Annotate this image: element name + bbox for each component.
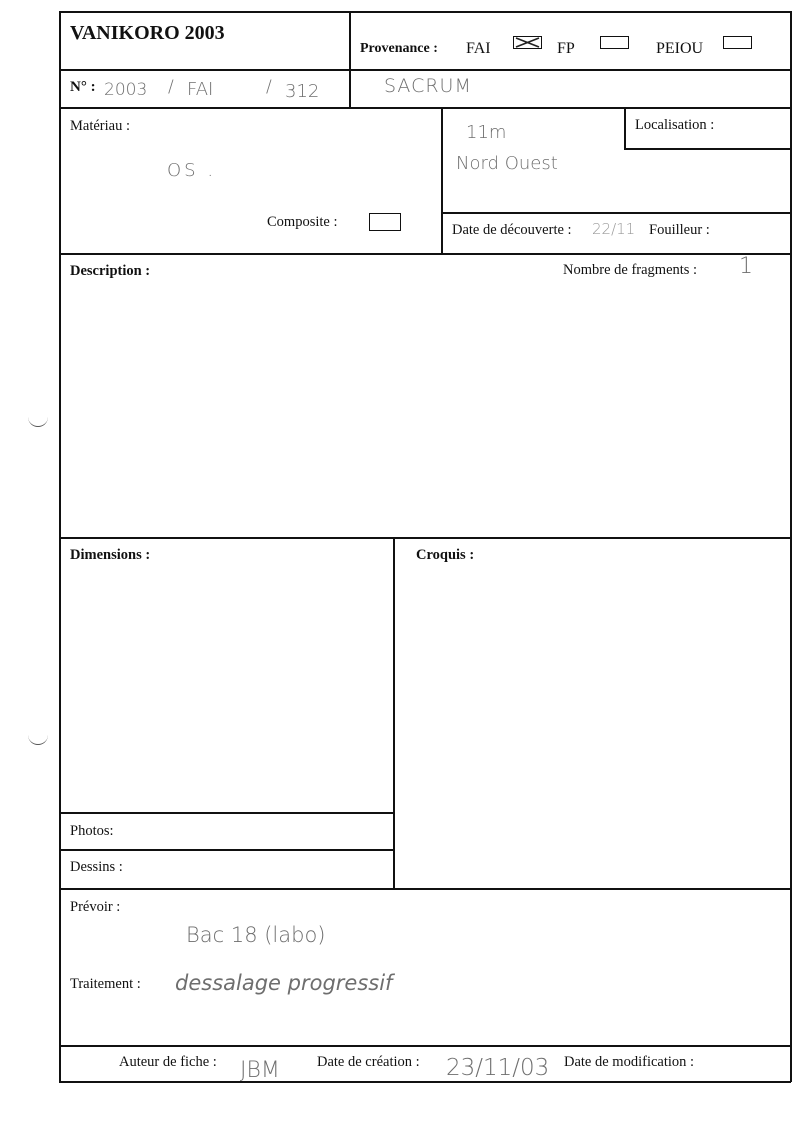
- fragments-label: Nombre de fragments :: [563, 262, 698, 278]
- number-sequence: 312: [285, 81, 320, 102]
- form-title: VANIKORO 2003: [70, 22, 225, 44]
- prevoir-label: Prévoir :: [70, 899, 121, 915]
- checkbox-peiou[interactable]: [723, 36, 752, 49]
- provenance-option-peiou: PEIOU: [656, 40, 704, 57]
- date-creation-value: 23/11/03: [446, 1055, 550, 1081]
- description-label: Description :: [70, 263, 151, 279]
- cross-mark-icon: [514, 37, 541, 48]
- dessins-label: Dessins :: [70, 859, 123, 875]
- composite-checkbox[interactable]: [369, 213, 401, 231]
- auteur-value: JBM: [240, 1058, 280, 1083]
- number-label: N° :: [70, 79, 96, 95]
- materiau-label: Matériau :: [70, 118, 130, 134]
- croquis-label: Croquis :: [416, 547, 475, 563]
- fragments-value: 1: [739, 254, 753, 279]
- date-decouverte-value: 22/11: [592, 220, 636, 238]
- dimensions-label: Dimensions :: [70, 547, 151, 563]
- materiau-value: OS .: [167, 160, 217, 181]
- number-site-code: FAI: [187, 79, 214, 100]
- traitement-value: dessalage progressif: [175, 971, 393, 995]
- date-modification-label: Date de modification :: [564, 1054, 695, 1070]
- object-name: SACRUM: [384, 75, 472, 97]
- date-decouverte-label: Date de découverte :: [452, 222, 572, 238]
- photos-label: Photos:: [70, 823, 114, 839]
- localisation-label: Localisation :: [635, 117, 715, 133]
- provenance-option-fai: FAI: [466, 40, 491, 57]
- provenance-option-fp: FP: [557, 40, 575, 57]
- punch-hole-bottom: [28, 734, 48, 745]
- provenance-label: Provenance :: [360, 41, 438, 56]
- checkbox-fp[interactable]: [600, 36, 629, 49]
- composite-label: Composite :: [267, 214, 338, 230]
- punch-hole-top: [28, 416, 48, 427]
- fouilleur-label: Fouilleur :: [649, 222, 710, 238]
- location-note-line1: 11m: [466, 122, 507, 143]
- prevoir-value: Bac 18 (labo): [186, 923, 326, 947]
- location-note-line2: Nord Ouest: [456, 153, 558, 174]
- checkbox-fai[interactable]: [513, 36, 542, 49]
- date-creation-label: Date de création :: [317, 1054, 420, 1070]
- number-separator-1: /: [168, 77, 174, 97]
- number-separator-2: /: [266, 77, 272, 97]
- number-year: 2003: [104, 80, 148, 100]
- auteur-label: Auteur de fiche :: [119, 1054, 217, 1070]
- traitement-label: Traitement :: [70, 976, 141, 992]
